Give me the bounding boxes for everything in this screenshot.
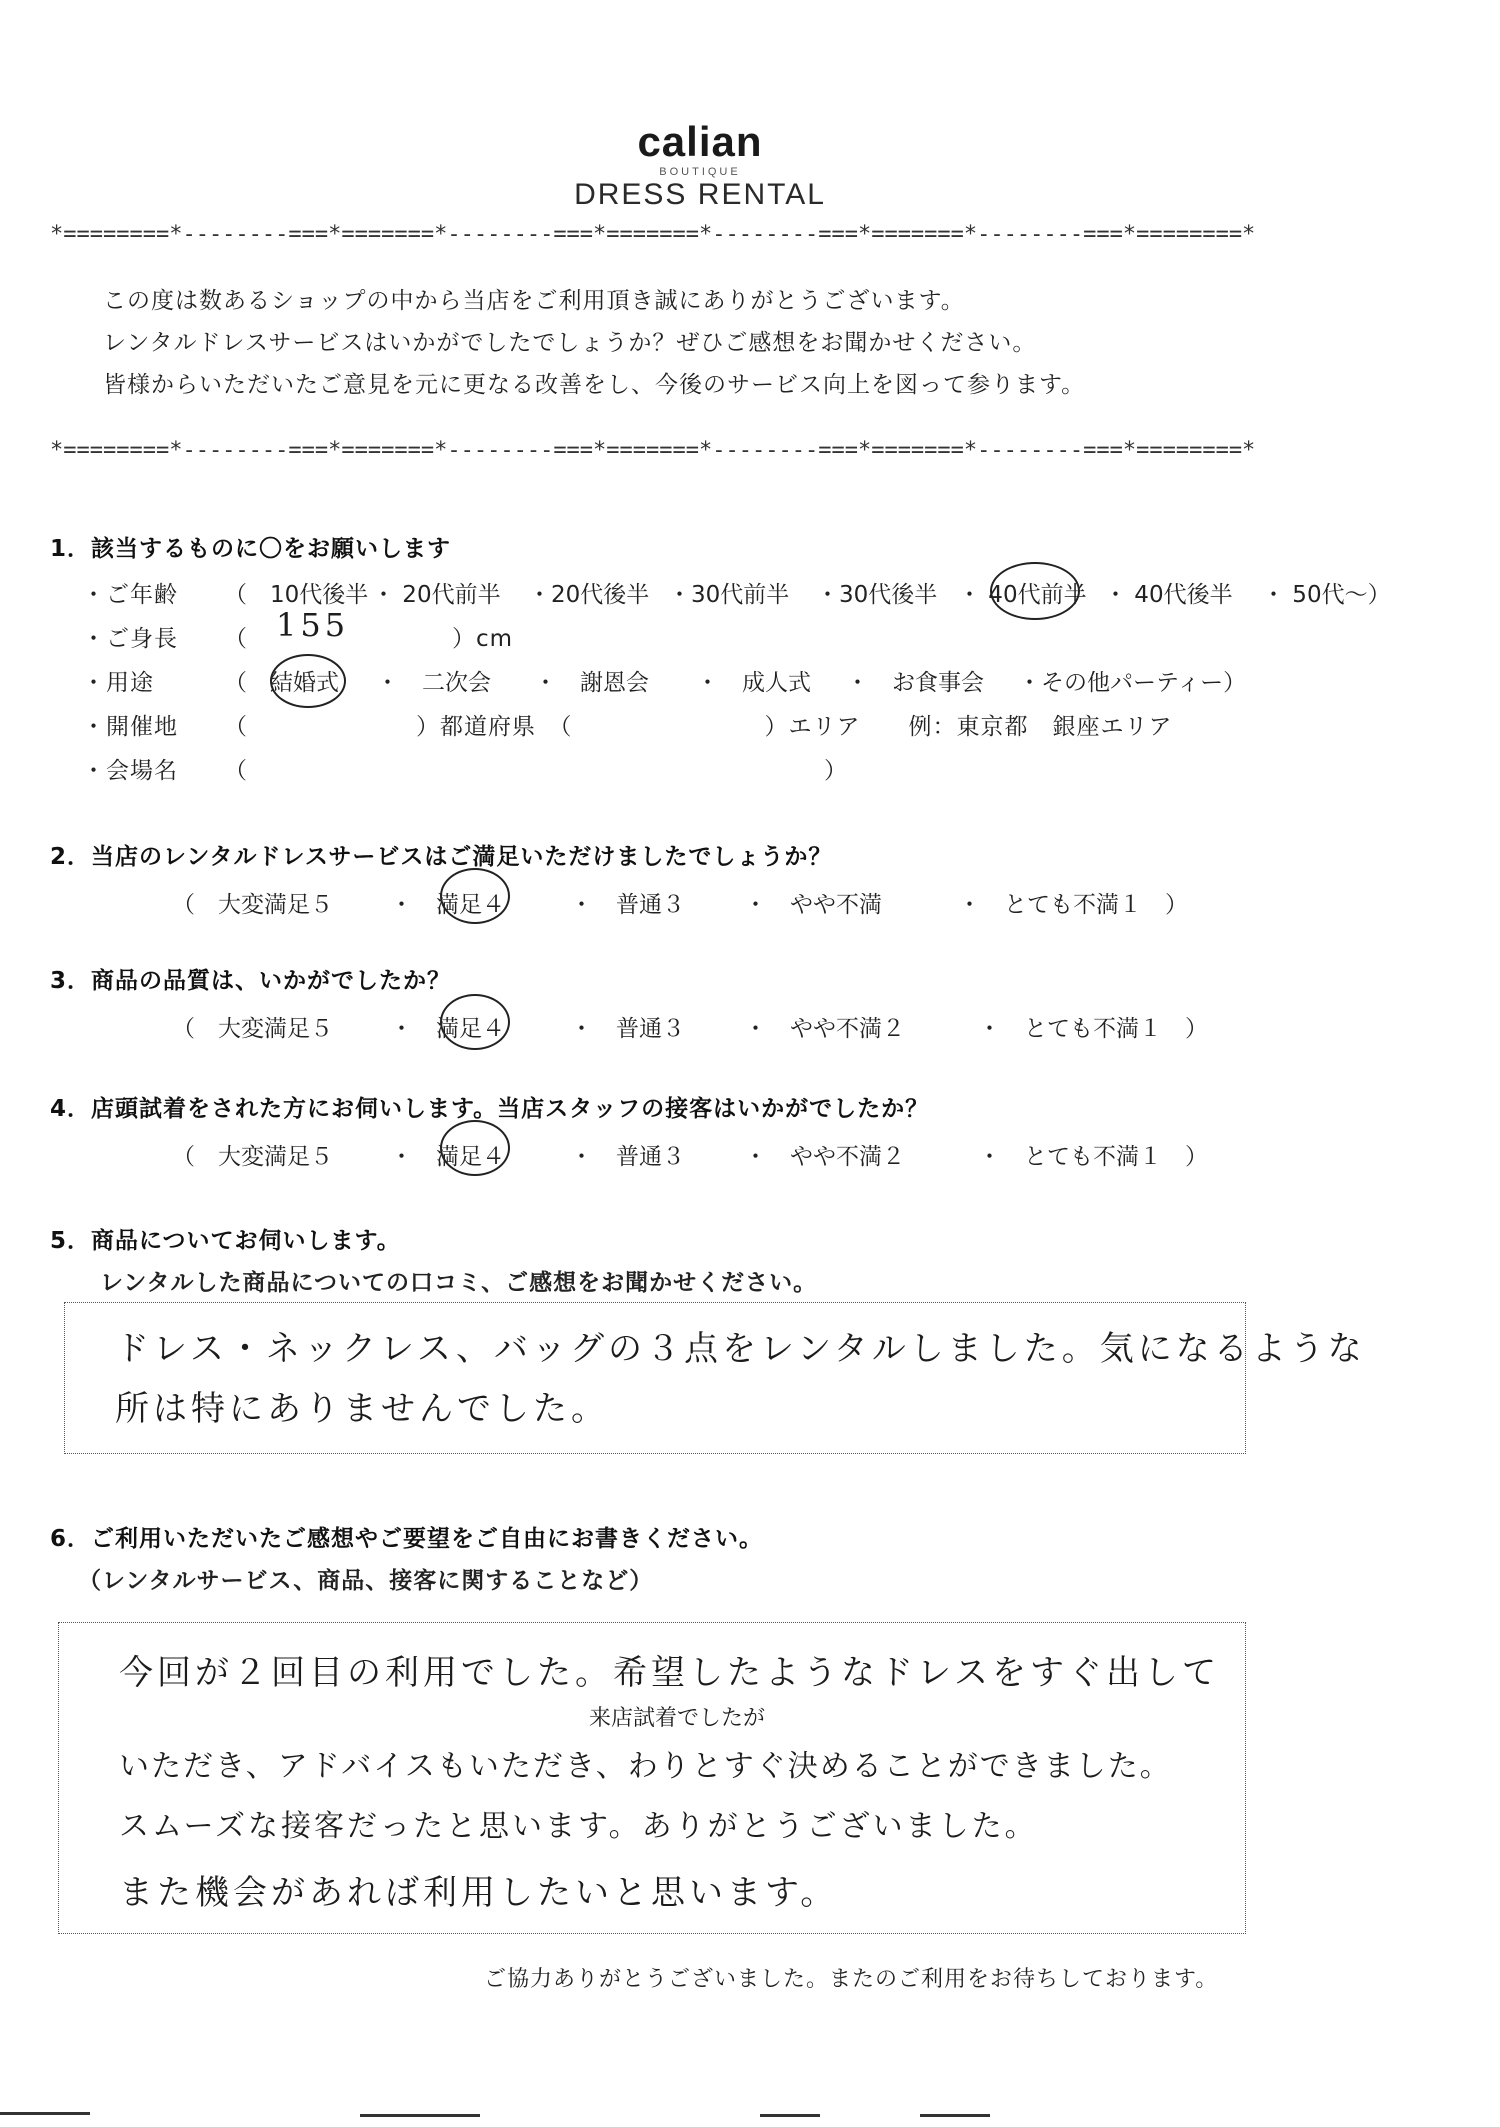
height-label: ・ご身長 [82, 626, 178, 652]
intro-line-3: 皆様からいただいたご意見を元に更なる改善をし、今後のサービス向上を図って参ります。 [103, 372, 1086, 398]
q6-answer-line-2: いただき、アドバイスもいただき、わりとすぐ決めることができました。 [119, 1749, 1172, 1784]
hall-label: ・会場名 [82, 758, 178, 784]
q5-answer-line-2: 所は特にありませんでした。 [115, 1389, 609, 1429]
scan-mark [760, 2114, 820, 2117]
q2-selected-circle [440, 868, 510, 924]
footer-thanks: ご協力ありがとうございました。またのご利用をお待ちしております。 [484, 1967, 1219, 1992]
purpose-option-afterparty[interactable]: ・ 二次会 [376, 670, 491, 696]
q2-option-1[interactable]: ・ とても不満１ ） [958, 892, 1188, 918]
q6-subtitle: （レンタルサービス、商品、接客に関することなど） [78, 1568, 654, 1594]
purpose-option-dinner[interactable]: ・ お食事会 [846, 670, 984, 696]
age-option-10s-late[interactable]: （ 10代後半 [224, 582, 369, 608]
q3-option-4[interactable]: ・ 満足４ [390, 1016, 505, 1042]
q4-title: 4．店頭試着をされた方にお伺いします。当店スタッフの接客はいかがでしたか？ [50, 1096, 930, 1122]
q3-option-5[interactable]: （ 大変満足５ [172, 1016, 333, 1042]
q6-answer-box[interactable] [58, 1622, 1246, 1934]
q4-option-2[interactable]: ・ やや不満２ [744, 1144, 905, 1170]
purpose-option-thanks-party[interactable]: ・ 謝恩会 [534, 670, 649, 696]
q5-title: 5．商品についてお伺いします。 [50, 1228, 401, 1254]
intro-line-1: この度は数あるショップの中から当店をご利用頂き誠にありがとうございます。 [103, 288, 965, 314]
age-option-30s-late[interactable]: ・30代後半 [816, 582, 938, 608]
q3-option-1[interactable]: ・ とても不満１ ） [978, 1016, 1208, 1042]
age-label: ・ご年齢 [82, 582, 178, 608]
q5-answer-box[interactable] [64, 1302, 1366, 1454]
q4-option-3[interactable]: ・ 普通３ [570, 1144, 685, 1170]
brand-logo: calian [637, 118, 763, 165]
page-title: DRESS RENTAL [574, 178, 826, 211]
age-option-20s-late[interactable]: ・20代後半 [528, 582, 650, 608]
q2-option-5[interactable]: （ 大変満足５ [172, 892, 333, 918]
age-option-40s-late[interactable]: ・ 40代後半 [1104, 582, 1233, 608]
scan-mark [360, 2114, 480, 2117]
q2-option-3[interactable]: ・ 普通３ [570, 892, 685, 918]
q6-answer-insert: 来店試着でしたが [589, 1706, 766, 1731]
intro-line-2: レンタルドレスサービスはいかがでしたでしょうか？ぜひご感想をお聞かせください。 [103, 330, 1037, 356]
q4-selected-circle [440, 1120, 510, 1176]
q5-subtitle: レンタルした商品についての口コミ、ご感想をお聞かせください。 [100, 1270, 818, 1296]
q4-option-4[interactable]: ・ 満足４ [390, 1144, 505, 1170]
q6-answer-line-1: 今回が２回目の利用でした。希望したようなドレスをすぐ出して [119, 1653, 1220, 1693]
q5-answer-line-1: ドレス・ネックレス、バッグの３点をレンタルしました。気になるような [115, 1329, 1366, 1369]
venue-label: ・開催地 [82, 714, 178, 740]
q3-selected-circle [440, 994, 510, 1050]
purpose-option-other-party[interactable]: ・その他パーティー） [1018, 670, 1247, 696]
q2-option-4[interactable]: ・ 満足４ [390, 892, 505, 918]
brand-subtitle: BOUTIQUE [659, 166, 741, 178]
q6-answer-line-3: スムーズな接客だったと思います。ありがとうございました。 [119, 1809, 1038, 1844]
age-selected-circle [990, 562, 1080, 620]
purpose-label: ・用途 [82, 670, 154, 696]
q6-title: 6．ご利用いただいたご感想やご要望をご自由にお書きください。 [50, 1526, 764, 1552]
q4-option-5[interactable]: （ 大変満足５ [172, 1144, 333, 1170]
height-unit: ）cm [452, 626, 514, 652]
hall-row[interactable]: （ ） [224, 758, 848, 784]
height-value[interactable]: 155 [276, 606, 350, 644]
age-option-50s[interactable]: ・ 50代～） [1262, 582, 1391, 608]
q1-title: 1．該当するものに〇をお願いします [50, 536, 452, 562]
age-option-30s-early[interactable]: ・30代前半 [668, 582, 790, 608]
scan-mark [0, 2112, 90, 2115]
scan-mark [920, 2114, 990, 2117]
separator-top: *========*--------===*=======*--------===*=======*--------===*=======*--------===*========* [50, 222, 1256, 247]
purpose-selected-circle [270, 654, 346, 708]
age-option-40s-early[interactable]: ・ 40代前半 [958, 582, 1087, 608]
q2-option-2[interactable]: ・ やや不満 [744, 892, 882, 918]
q6-answer-line-4: また機会があれば利用したいと思います。 [119, 1873, 839, 1913]
q3-option-3[interactable]: ・ 普通３ [570, 1016, 685, 1042]
purpose-option-coming-of-age[interactable]: ・ 成人式 [696, 670, 811, 696]
age-option-20s-early[interactable]: ・ 20代前半 [372, 582, 501, 608]
q3-option-2[interactable]: ・ やや不満２ [744, 1016, 905, 1042]
q3-title: 3．商品の品質は、いかがでしたか？ [50, 968, 452, 994]
purpose-option-wedding[interactable]: （ 結婚式 [224, 670, 339, 696]
separator-bottom: *========*--------===*=======*--------===*=======*--------===*=======*--------===*========* [50, 438, 1256, 463]
q4-option-1[interactable]: ・ とても不満１ ） [978, 1144, 1208, 1170]
height-open-paren: （ [224, 626, 248, 652]
venue-row[interactable]: （ ）都道府県 （ ）エリア 例：東京都 銀座エリア [224, 714, 1173, 740]
q2-title: 2．当店のレンタルドレスサービスはご満足いただけましたでしょうか？ [50, 844, 833, 870]
